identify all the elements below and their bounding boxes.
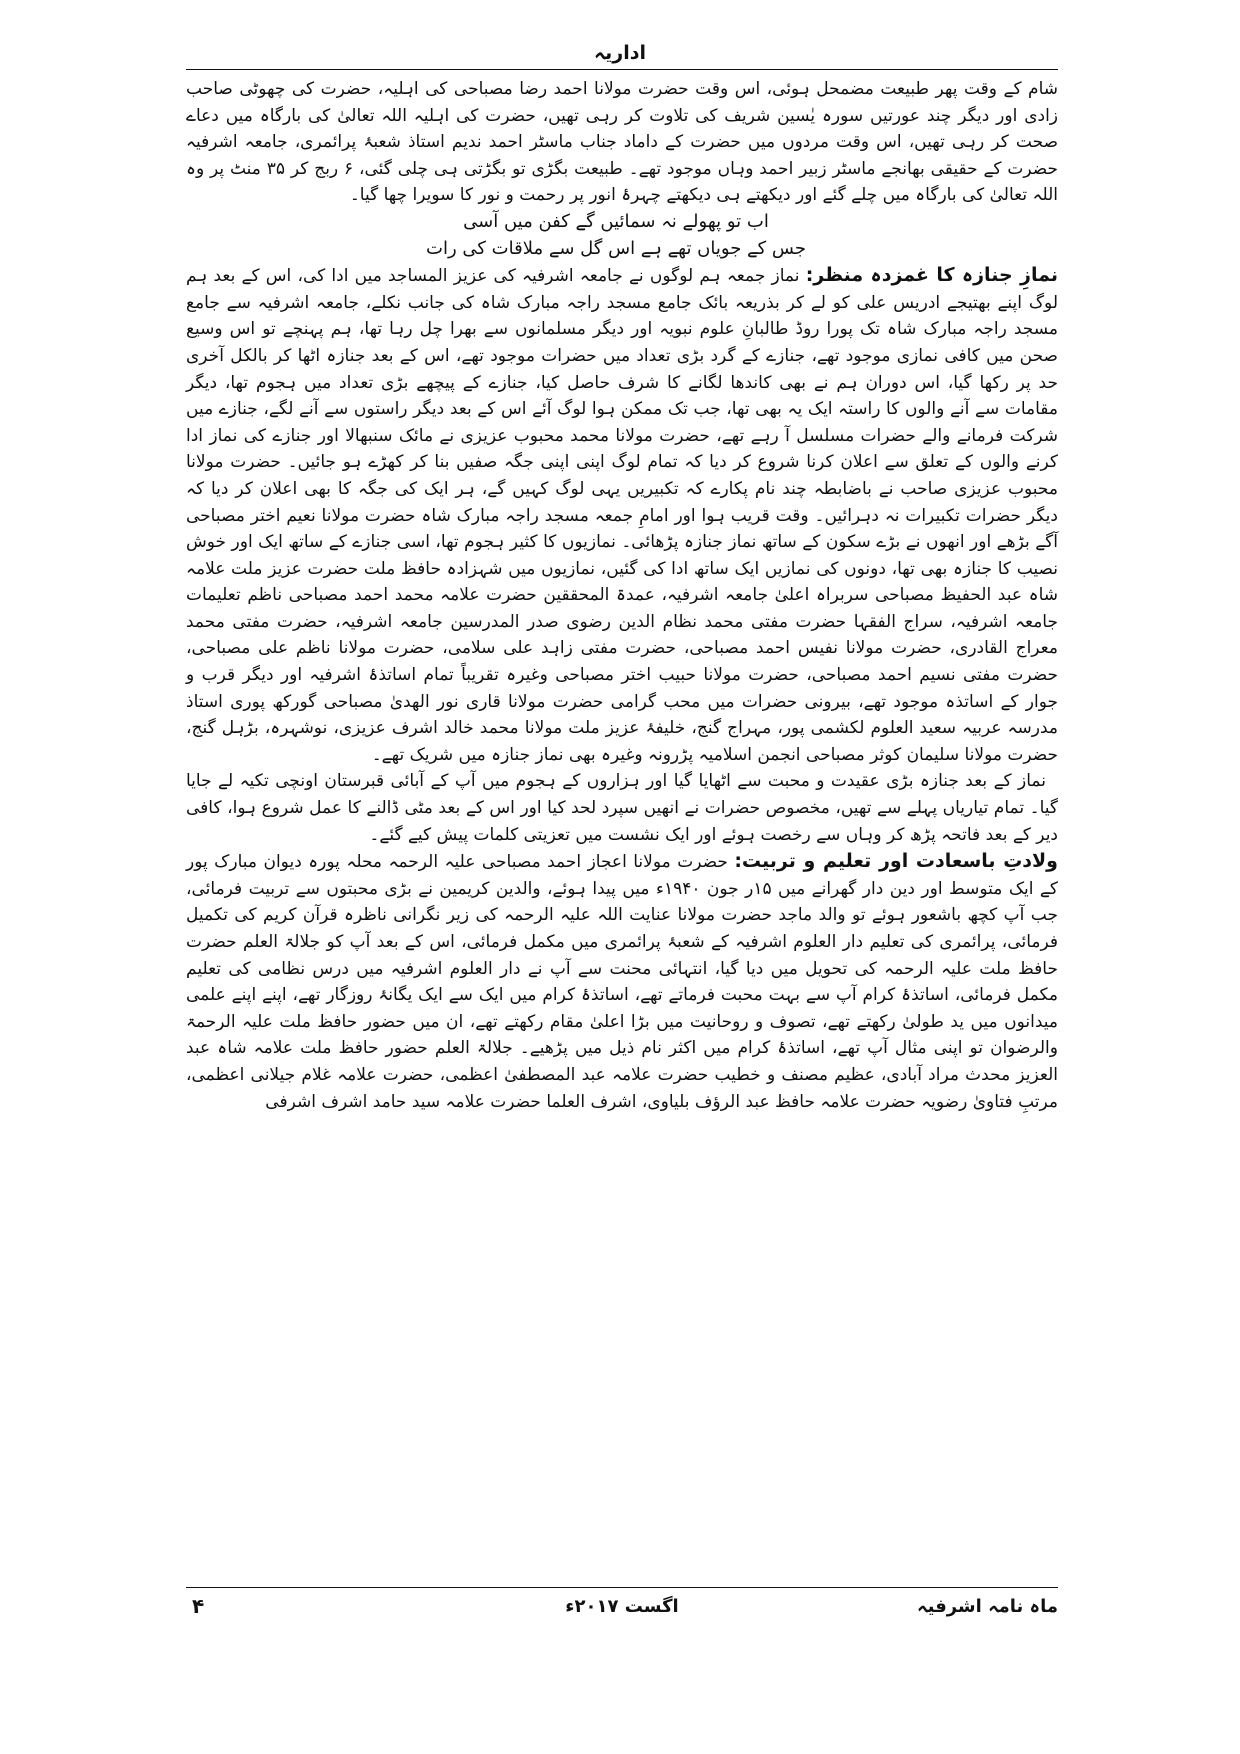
paragraph-funeral-prayer xyxy=(186,262,1058,768)
magazine-name: ماہ نامہ اشرفیہ xyxy=(917,1596,1058,1617)
subheading-funeral-prayer: نمازِ جنازہ کا غمزدہ منظر: xyxy=(805,264,1058,287)
footer-rule xyxy=(186,1587,1058,1588)
paragraph-birth-education xyxy=(186,848,1058,1115)
page-footer xyxy=(186,1594,1058,1628)
paragraph-funeral-prayer-text: نماز جمعہ ہم لوگوں نے جامعہ اشرفیہ کی عزیز المساجد میں ادا کی، اس کے بعد ہم لوگ اپنے بھتیجے ادریس علی کو لے کر بذریعہ بائک جامع مسجد راجہ مبارک شاہ کی جانب نکلے، جامعہ اشرفیہ سے جامع مسجد راجہ مبارک شاہ تک پورا روڈ طالبانِ علوم نبویہ اور دیگر مسلمانوں سے بھرا چل رہا تھا، ہم پہنچے تو اس وسیع صحن میں کافی نمازی موجود تھے، جنازے کے گرد بڑی تعداد میں حضرات موجود تھے، اس کے بعد جنازہ اٹھا کر بالکل آخری حد پر رکھا گیا، اس دوران ہم نے بھی کاندھا لگانے کا شرف حاصل کیا، جنازے کے پیچھے بڑی تعداد میں ہجوم تھا، دیگر مقامات سے آنے والوں کا راستہ ایک یہ بھی تھا، جب تک ممکن ہوا لوگ آئے اس کے بعد دیگر راستوں سے آنے لگے، جنازے میں شرکت فرمانے والے حضرات مسلسل آ رہے تھے، حضرت مولانا محمد محبوب عزیزی نے مائک سنبھالا اور جنازے کی نماز ادا کرنے والوں کے تعلق سے اعلان کرنا شروع کر دیا کہ تمام لوگ اپنی اپنی جگہ صفیں بنا کر کھڑے ہو جائیں۔ حضرت مولانا محبوب عزیزی صاحب نے باضابطہ چند نام پکارے کہ تکبیریں یہی لوگ کہیں گے، ہر ایک کی جگہ کا بھی اعلان کر دیا کہ دیگر حضرات تکبیرات نہ دہرائیں۔ وقت قریب ہوا اور امامِ جمعہ مسجد راجہ مبارک شاہ حضرت مولانا نعیم اختر مصباحی آگے بڑھے اور انھوں نے بڑے سکون کے ساتھ نماز جنازہ پڑھائی۔ نمازیوں کا کثیر ہجوم تھا، اسی جنازے کے ساتھ ایک اور خوش نصیب کا جنازہ بھی تھا، دونوں کی نمازیں ایک ساتھ ادا کی گئیں، نمازیوں میں شہزادہ حافظ ملت حضرت عزیز ملت علامہ شاہ عبد الحفیظ مصباحی سربراہ اعلیٰ جامعہ اشرفیہ، عمدۃ المحققین حضرت علامہ محمد احمد مصباحی ناظم تعلیمات جامعہ اشرفیہ، سراج الفقہا حضرت مفتی محمد نظام الدین رضوی صدر المدرسین جامعہ اشرفیہ، حضرت مفتی محمد معراج القادری، حضرت مولانا نفیس احمد مصباحی، حضرت مفتی زاہد علی سلامی، حضرت مولانا ناظم علی مصباحی، حضرت مفتی نسیم احمد مصباحی، حضرت مولانا حبیب اختر مصباحی وغیرہ تقریباً تمام اساتذۂ اشرفیہ اور دیگر قرب و جوار کے اساتذہ موجود تھے، بیرونی حضرات میں محب گرامی حضرت مولانا قاری نور الھدیٰ مصباحی گورکھ پوری استاذ مدرسہ عربیہ سعید العلوم لکشمی پور، مہراج گنج، خلیفۂ عزیز ملت مولانا محمد خالد اشرف عزیزی، نوشہرہ، بڑہل گنج، حضرت مولانا سلیمان کوثر مصباحی انجمن اسلامیہ پڑرونہ وغیرہ بھی نماز جنازہ میں شریک تھے۔ xyxy=(186,266,1058,765)
paragraph-burial: نماز کے بعد جنازہ بڑی عقیدت و محبت سے اٹھایا گیا اور ہزاروں کے ہجوم میں آپ کے آبائی قبرستان اونچی تکیہ لے جایا گیا۔ تمام تیاریاں پہلے سے تھیں، مخصوص حضرات نے انھیں سپرد لحد کیا اور اس کے بعد مٹی ڈالنے کا عمل شروع ہوا، کافی دیر کے بعد فاتحہ پڑھ کر وہاں سے رخصت ہوئے اور ایک نشست میں تعزیتی کلمات پیش کیے گئے۔ xyxy=(186,771,1058,845)
paragraph-birth-education-text: حضرت مولانا اعجاز احمد مصباحی علیہ الرحمہ محلہ پورہ دیوان مبارک پور کے ایک متوسط اور دین دار گھرانے میں ۱۵ر جون ۱۹۴۰ء میں پیدا ہوئے، والدین کریمین نے بڑی محبتوں سے تربیت فرمائی، جب آپ کچھ باشعور ہوئے تو والد ماجد حضرت مولانا عنایت اللہ علیہ الرحمہ کی زیر نگرانی ناظرہ قرآن کریم کی تکمیل فرمائی، پرائمری کی تعلیم دار العلوم اشرفیہ کے شعبۂ پرائمری میں مکمل فرمائی، اس کے بعد آپ کو جلالۃ العلم حضرت حافظ ملت علیہ الرحمہ کی تحویل میں دیا گیا، انتہائی محنت سے آپ نے دار العلوم اشرفیہ میں درس نظامی کی تعلیم مکمل فرمائی، اساتذۂ کرام آپ سے بہت محبت فرماتے تھے، اساتذۂ کرام میں ایک سے ایک یگانۂ روزگار تھے، اپنے اپنے علمی میدانوں میں ید طولیٰ رکھتے تھے، تصوف و روحانیت میں بڑا اعلیٰ مقام رکھتے تھے، ان میں حضور حافظ ملت علیہ الرحمۃ والرضوان تو اپنی مثال آپ تھے، اساتذۂ کرام میں اکثر نام ذیل میں پڑھیے۔ جلالۃ العلم حضور حافظ ملت علامہ شاہ عبد العزیز محدث مراد آبادی، عظیم مصنف و خطیب حضرت علامہ عبد المصطفیٰ اعظمی، حضرت علامہ غلام جیلانی اعظمی، مرتبِ فتاویٰ رضویہ حضرت علامہ حافظ عبد الرؤف بلیاوی، اشرف العلما حضرت علامہ سید حامد اشرف اشرفی xyxy=(186,852,1058,1112)
subheading-birth-education: ولادتِ باسعادت اور تعلیم و تربیت: xyxy=(734,850,1058,873)
page-section-title: اداریہ xyxy=(594,42,646,64)
page-number: ۴ xyxy=(192,1594,205,1618)
couplet-line-1: اب تو پھولے نہ سمائیں گے کفن میں آسی xyxy=(463,210,769,232)
article-body xyxy=(186,76,1058,1115)
header-rule xyxy=(186,69,1058,70)
paragraph-final-hours: شام کے وقت پھر طبیعت مضمحل ہوئی، اس وقت حضرت مولانا احمد رضا مصباحی کی اہلیہ، حضرت کی چھوٹی صاحب زادی اور دیگر چند عورتیں سورہ یٰسین شریف کی تلاوت کر رہی تھیں، حضرت کی اہلیہ اللہ تعالیٰ کی بارگاہ میں دعاے صحت کر رہی تھیں، اس وقت مردوں میں حضرت کے داماد جناب ماسٹر احمد ندیم استاذ شعبۂ پرائمری، جامعہ اشرفیہ حضرت کے حقیقی بھانجے ماسٹر زبیر احمد وہاں موجود تھے۔ طبیعت بگڑی تو بگڑتی ہی چلی گئی، ۶ ربج کر ۳۵ منٹ پر وہ اللہ تعالیٰ کی بارگاہ میں چلے گئے اور دیکھتے ہی دیکھتے چہرۂ انور پر رحمت و نور کا سویرا چھا گیا۔ xyxy=(186,79,1059,206)
issue-date: اگست ۲۰۱۷ء xyxy=(565,1596,679,1617)
couplet-line-2: جس کے جویاں تھے ہے اس گل سے ملاقات کی رات xyxy=(426,237,806,259)
